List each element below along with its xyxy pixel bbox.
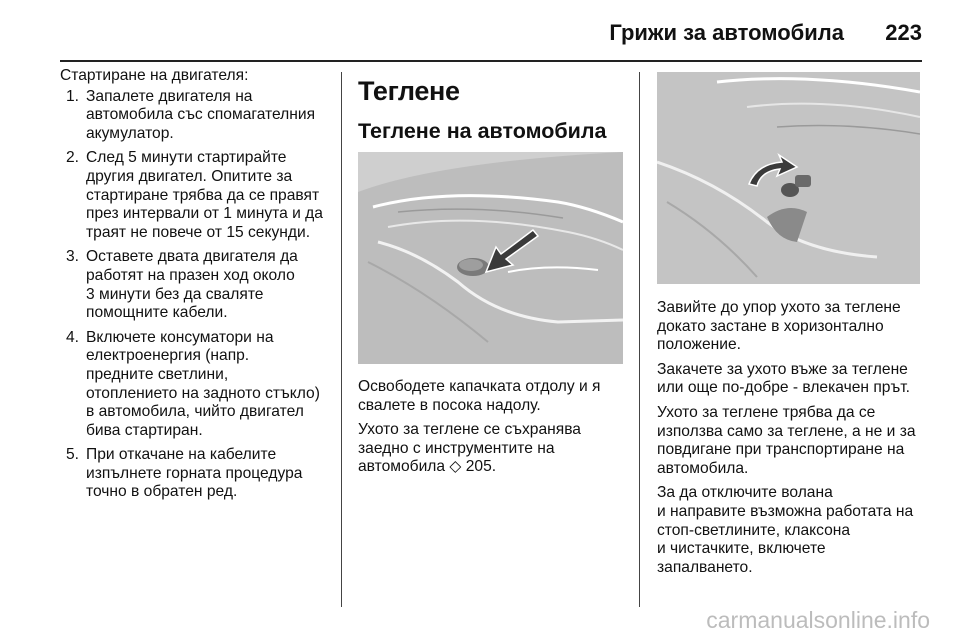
watermark-text: carmanualsonline.info [706,607,930,633]
paragraph-tow-eye-storage [358,421,623,477]
column-right [657,72,920,583]
page-number: 223 [885,20,922,45]
step-text: При откачане на кабелите изпълнете горната процедура точно в обратен ред. [86,446,303,501]
page-reference-link[interactable]: ◇ 205. [449,458,497,476]
step-item [60,88,330,144]
header-rule [60,60,922,62]
step-item [60,329,330,441]
intro-text: Стартиране на двигателя: [60,67,249,84]
step-number: 4. [66,328,80,346]
illustration-tow-eye-install [657,72,920,284]
step-number: 1. [66,87,80,105]
step-text: Оставете двата двигателя да работят на празен ход около 3 минути без да сваляте помощните кабели. [86,248,298,322]
column-divider-1 [341,72,342,607]
step-number: 5. [66,446,80,464]
paragraph-remove-cover: Освободете капачката отдолу и я свалете в посока надолу. [358,378,601,414]
step-text: Включете консуматори на електроенергия (напр. предните светлини, отоплението на задното стъкло) в автомобила, чийто двигател бива стартиран. [86,328,320,439]
step-text: Запалете двигателя на автомобила със спомагателния акумулатор. [86,87,316,142]
step-text: След 5 минути стартирайте другия двигател. Опитите за стартиране трябва да се правят през интервали от 1 минута и да траят не повече от 15 секунди. [86,149,323,241]
step-item [60,446,330,502]
tow-eye-storage-text: Ухото за теглене се съхранява заедно с инструментите на автомобила [358,421,581,476]
column-divider-2 [639,72,640,607]
column-middle [358,72,623,483]
section-subheading: Теглене на автомобила [358,119,607,143]
step-item [60,149,330,242]
section-heading: Теглене [358,76,460,106]
paragraph-screw-tow-eye: Завийте до упор ухото за теглене докато застане в хоризонтално положение. [657,299,901,354]
paragraph-tow-eye-usage: Ухото за теглене трябва да се използва само за теглене, а не и за повдигане при транспортиране на автомобила. [657,403,916,477]
page-header-title: Грижи за автомобила [609,20,844,45]
paragraph-attach-rope: Закачете за ухото въже за теглене или още по-добре - влекачен прът. [657,360,910,397]
paragraph-ignition-on: За да отключите волана и направите възможна работата на стоп-светлините, клаксона и чистачките, включете запалването. [657,484,914,576]
column-left [60,67,330,508]
illustration-cover-removal [358,152,623,364]
step-item [60,248,330,322]
steps-list [60,88,330,502]
step-number: 2. [66,149,80,167]
step-number: 3. [66,248,80,266]
